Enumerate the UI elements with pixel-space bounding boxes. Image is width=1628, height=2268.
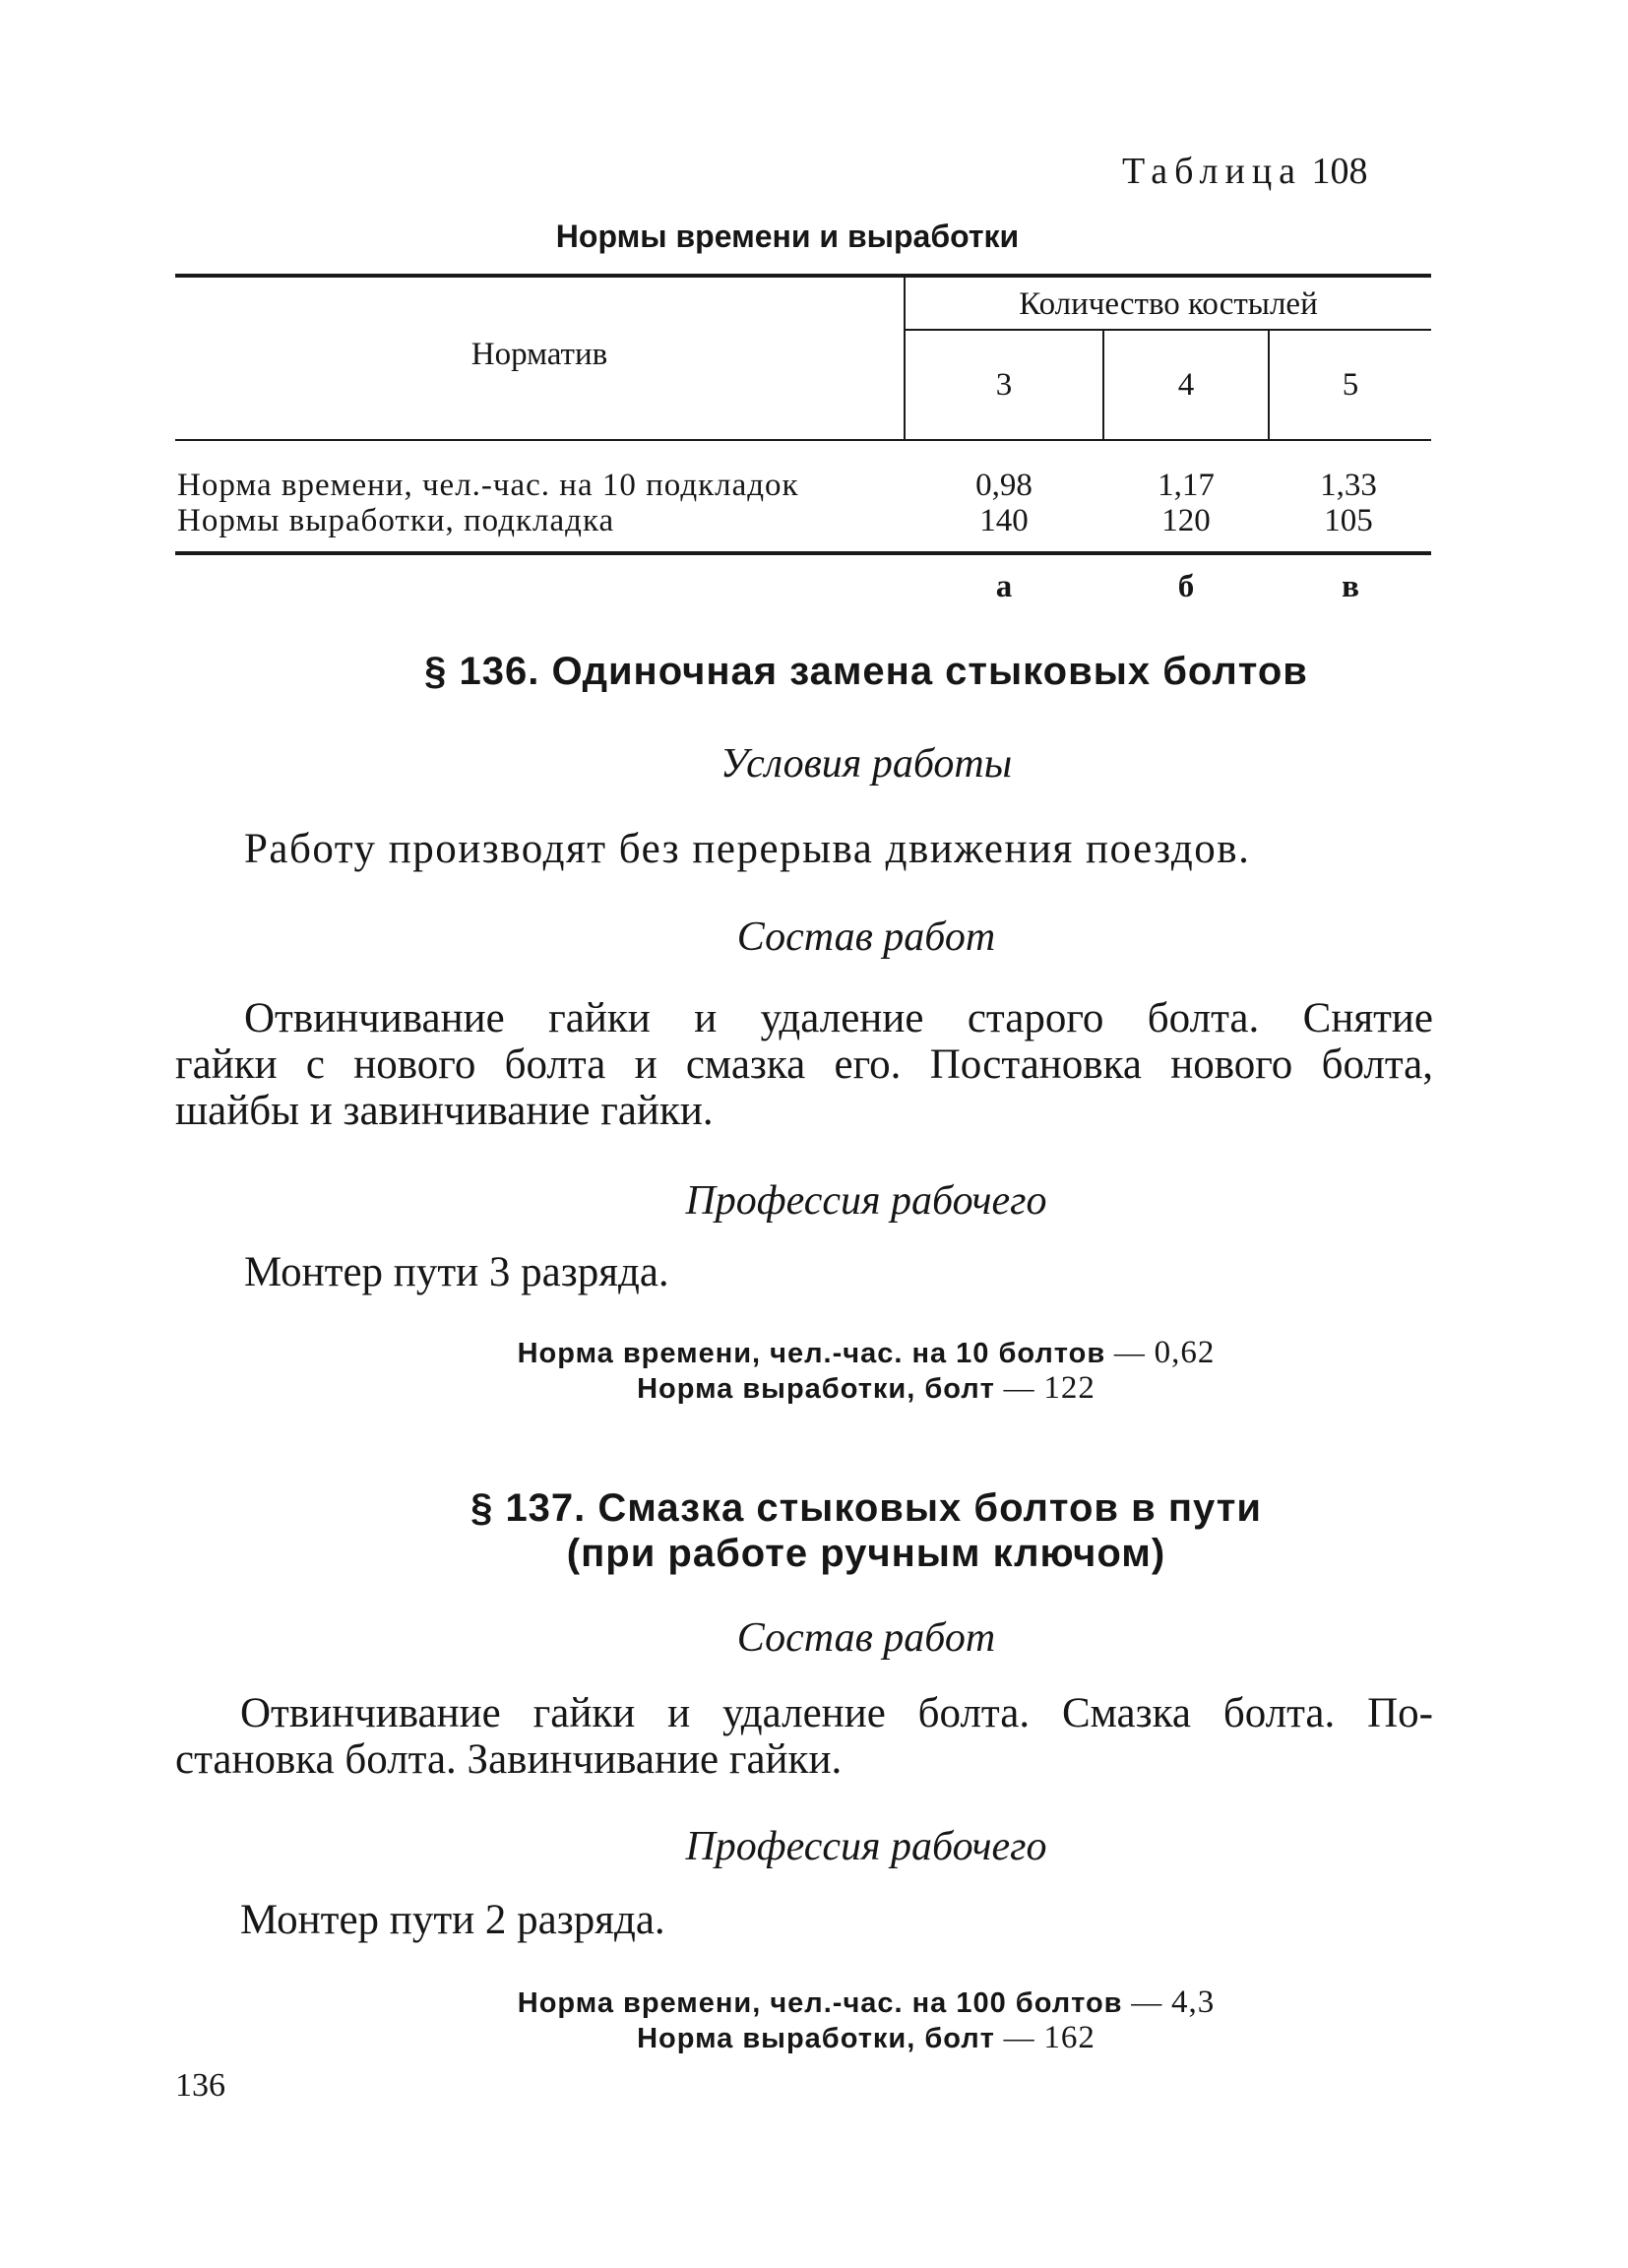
header-left: Норматив (470, 337, 608, 372)
section-137-title-line-2: (при работе ручным ключом) (566, 1532, 1166, 1575)
norm-time-value: 0,62 (1154, 1335, 1216, 1370)
column-letter-v: в (1342, 569, 1359, 604)
row-2-value-3: 105 (1324, 503, 1373, 538)
section-136-profession-heading: Профессия рабочего (685, 1178, 1047, 1224)
table-title: Нормы времени и выработки (555, 219, 1020, 254)
section-136-conditions-heading: Условия работы (720, 741, 1013, 787)
section-136-work-line-1: Отвинчивание гайки и удаление старого болта. Снятие (244, 995, 1433, 1041)
header-col-3: 3 (995, 367, 1013, 403)
table-number: 108 (1311, 151, 1368, 192)
section-136-norm-output (157, 1370, 1575, 1407)
header-col-4: 4 (1177, 367, 1195, 403)
norm-time-value: 4,3 (1170, 1984, 1216, 2020)
section-137-profession-heading: Профессия рабочего (685, 1824, 1047, 1869)
row-1-value-3: 1,33 (1320, 468, 1377, 503)
page-number: 136 (175, 2067, 225, 2104)
section-136-work-line-3: шайбы и завинчивание гайки. (175, 1088, 714, 1134)
dash: — (1003, 2020, 1035, 2054)
norm-time-label: Норма времени, чел.-час. на 10 болтов (517, 1338, 1106, 1369)
dash: — (1003, 1370, 1035, 1405)
section-136-work-heading: Состав работ (736, 914, 996, 960)
header-col-5: 5 (1342, 367, 1359, 403)
dash: — (1113, 1335, 1146, 1369)
header-bottom-rule (175, 439, 1431, 441)
row-2-value-1: 140 (979, 503, 1029, 538)
header-group: Количество костылей (1019, 286, 1318, 322)
section-136-title: § 136. Одиночная замена стыковых болтов (424, 650, 1308, 693)
norm-output-value: 122 (1043, 1370, 1096, 1406)
row-2-value-2: 120 (1161, 503, 1211, 538)
dash: — (1131, 1984, 1163, 2019)
row-1-value-2: 1,17 (1158, 468, 1215, 503)
section-137-title-line-1: § 137. Смазка стыковых болтов в пути (470, 1486, 1262, 1530)
section-136-work-line-2: гайки с нового болта и смазка его. Постановка нового болта, (175, 1041, 1433, 1088)
table-bottom-rule (175, 551, 1431, 555)
section-136-conditions-text: Работу производят без перерыва движения поездов. (244, 826, 1251, 872)
norm-output-value: 162 (1043, 2020, 1096, 2055)
column-letter-b: б (1177, 569, 1195, 604)
section-137-work-line-2: становка болта. Завинчивание гайки. (175, 1736, 843, 1783)
norm-time-label: Норма времени, чел.-час. на 100 болтов (517, 1987, 1123, 2019)
row-1-value-1: 0,98 (975, 468, 1033, 503)
column-letter-a: а (995, 569, 1013, 604)
table-caption (1122, 150, 1368, 193)
section-137-work-heading: Состав работ (736, 1615, 996, 1661)
row-2-label: Нормы выработки, подкладка (177, 503, 615, 538)
norm-output-label: Норма выработки, болт (637, 2023, 995, 2054)
section-136-profession-text: Монтер пути 3 разряда. (244, 1249, 669, 1295)
section-137-norm-time (157, 1984, 1575, 2021)
header-group-rule (906, 329, 1431, 331)
table-top-rule (175, 274, 1431, 278)
norm-output-label: Норма выработки, болт (637, 1373, 995, 1405)
section-137-profession-text: Монтер пути 2 разряда. (240, 1897, 665, 1943)
section-137-work-line-1: Отвинчивание гайки и удаление болта. Смазка болта. По- (240, 1690, 1433, 1736)
section-137-norm-output (157, 2020, 1575, 2056)
row-1-label: Норма времени, чел.-час. на 10 подкладок (177, 468, 799, 503)
section-136-norm-time (157, 1335, 1575, 1371)
table-label: Таблица (1122, 151, 1303, 192)
